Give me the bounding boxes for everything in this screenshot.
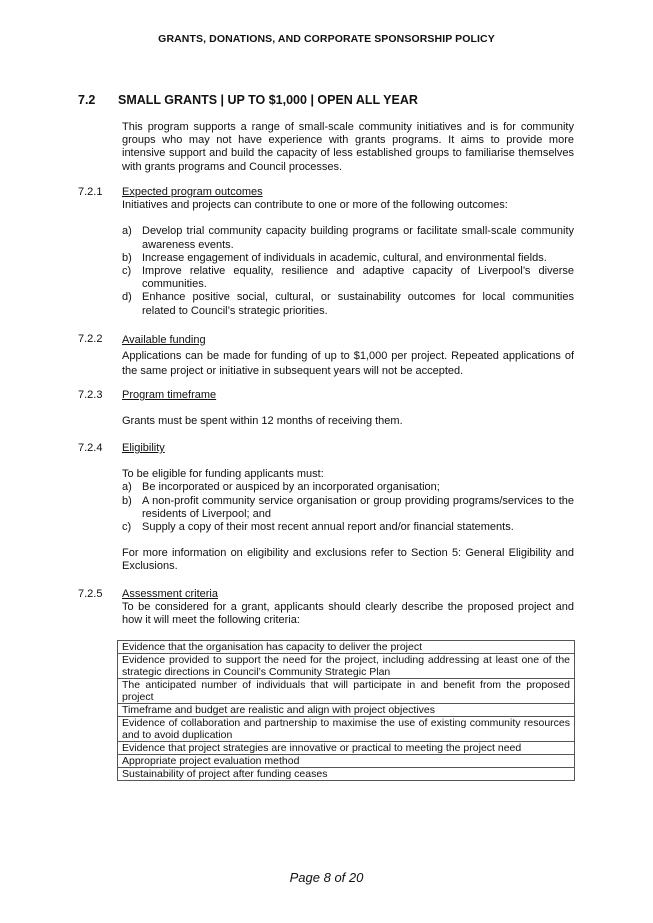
table-row: Appropriate project evaluation method: [118, 755, 575, 768]
eligibility-note: For more information on eligibility and exclusions refer to Section 5: General Eligibility and Exclusions.: [122, 547, 574, 573]
subsection-number-725: 7.2.5: [78, 588, 103, 600]
subsection-title: Available funding: [122, 334, 206, 346]
table-row: Timeframe and budget are realistic and align with project objectives: [118, 704, 575, 717]
list-item: c) Improve relative equality, resilience and adaptive capacity of Liverpool’s diverse communities.: [122, 265, 574, 291]
subsection-number-721: 7.2.1: [78, 186, 103, 198]
list-item: d) Enhance positive social, cultural, or sustainability outcomes for local communities related to Council’s strategic priorities.: [122, 291, 574, 317]
page-footer: Page 8 of 20: [289, 870, 364, 885]
section-number: 7.2: [78, 93, 96, 107]
section-title: SMALL GRANTS | UP TO $1,000 | OPEN ALL YEAR: [118, 93, 418, 107]
subsection-lead: To be considered for a grant, applicants should clearly describe the proposed project and how it will meet the following criteria:: [122, 601, 574, 627]
subsection-lead: To be eligible for funding applicants must:: [122, 468, 324, 481]
subsection-724: [122, 442, 574, 574]
subsection-723: [122, 389, 574, 428]
criteria-table: [117, 640, 575, 781]
subsection-number-724: 7.2.4: [78, 442, 103, 454]
table-row: Evidence provided to support the need for the project, including addressing at least one of the strategic directions in Council’s Community Strategic Plan: [118, 654, 575, 679]
list-item: b) Increase engagement of individuals in academic, cultural, and environmental fields.: [122, 251, 547, 264]
subsection-722: [122, 333, 574, 380]
subsection-number-722: 7.2.2: [78, 333, 103, 345]
subsection-number-723: 7.2.3: [78, 389, 103, 401]
subsection-text: Applications can be made for funding of up to $1,000 per project. Repeated applications of the same project or initiative in subsequent years will not be accepted.: [122, 349, 574, 377]
table-row: Evidence that project strategies are innovative or practical to meeting the project need: [118, 742, 575, 755]
intro-paragraph: This program supports a range of small-scale community initiatives and is for community groups who may not have experience with grants programs. It aims to provide more intensive support and build the capacity of less established groups to familiarise themselves with grants programs and Council processes.: [122, 121, 574, 173]
page-header: GRANTS, DONATIONS, AND CORPORATE SPONSORSHIP POLICY: [158, 33, 495, 45]
subsection-lead: Initiatives and projects can contribute to one or more of the following outcomes:: [122, 199, 508, 212]
table-row: Evidence of collaboration and partnership to maximise the use of existing community resources and to avoid duplication: [118, 717, 575, 742]
list-item: b) A non-profit community service organisation or group providing programs/services to the residents of Liverpool; and: [122, 494, 574, 520]
table-row: The anticipated number of individuals that will participate in and benefit from the proposed project: [118, 679, 575, 704]
subsection-725: [122, 588, 574, 628]
list-item: c) Supply a copy of their most recent annual report and/or financial statements.: [122, 521, 514, 534]
subsection-721: [122, 186, 574, 318]
table-row: Evidence that the organisation has capacity to deliver the project: [118, 641, 575, 654]
table-row: Sustainability of project after funding ceases: [118, 768, 575, 781]
list-item: a) Be incorporated or auspiced by an incorporated organisation;: [122, 481, 440, 494]
subsection-title: Program timeframe: [122, 389, 217, 401]
subsection-title: Eligibility: [122, 442, 165, 454]
list-item: a) Develop trial community capacity building programs or facilitate small-scale community awareness events.: [122, 225, 574, 251]
subsection-title: Expected program outcomes: [122, 186, 263, 198]
section-heading: [78, 93, 418, 107]
subsection-text: Grants must be spent within 12 months of receiving them.: [122, 415, 403, 428]
subsection-title: Assessment criteria: [122, 588, 218, 600]
